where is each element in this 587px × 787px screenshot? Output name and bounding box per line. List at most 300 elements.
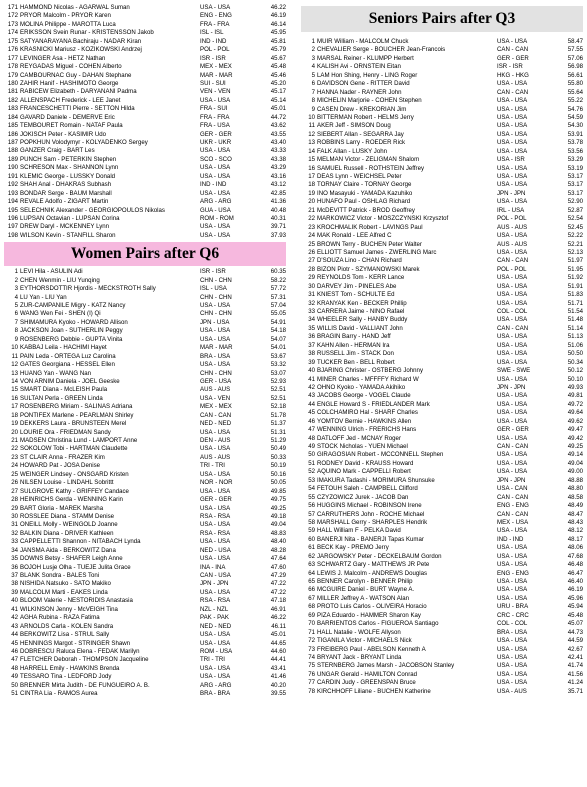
- result-row: [297, 55, 587, 63]
- score: 46.11: [271, 622, 286, 630]
- result-row: [0, 173, 290, 181]
- countries: USA - USA: [200, 189, 231, 197]
- pair-names: ROSSLEE Diana - STAMM Denise: [20, 512, 115, 520]
- countries: URU - BRA: [497, 603, 529, 611]
- pair-names: REVALE Adolfo - ZIGART Martin: [20, 198, 109, 206]
- score: 57.31: [270, 293, 286, 301]
- pair-names: BART Gloria - MAREK Marsha: [20, 504, 104, 512]
- result-row: [0, 656, 290, 664]
- result-row: [297, 477, 587, 485]
- score: 41.46: [270, 673, 286, 681]
- countries: JPN - USA: [200, 318, 230, 326]
- countries: USA - CAN: [497, 485, 528, 493]
- result-row: [297, 443, 587, 451]
- pair-names: TUCKER Ben - BELL Robert: [317, 358, 395, 366]
- result-row: [297, 232, 587, 240]
- countries: USA - ISR: [497, 156, 525, 164]
- pair-names: VON ARNIM Daniela - JOEL Geeske: [20, 377, 120, 385]
- pair-names: FETOUH Saleh - CAMPBELL Clifford: [317, 485, 418, 493]
- pair-names: SHIMAMURA Kyoko - HOWARD Allison: [20, 318, 128, 326]
- countries: BRA - BRA: [200, 690, 231, 698]
- rank: 26: [11, 479, 18, 487]
- pair-names: KROCHMALIK Robert - LAVINGS Paul: [317, 223, 423, 231]
- score: 39.71: [270, 223, 286, 231]
- rank: 31: [11, 521, 18, 529]
- score: 50.12: [567, 367, 583, 375]
- result-row: [0, 63, 290, 71]
- pair-names: BJARING Christer - OSTBERG Johnny: [317, 367, 423, 375]
- result-row: [297, 603, 587, 611]
- pair-names: DARVEY Jim - PINELES Abe: [317, 282, 397, 290]
- result-row: [0, 310, 290, 318]
- rank: 78: [308, 687, 315, 695]
- result-row: [297, 224, 587, 232]
- score: 52.90: [567, 198, 583, 206]
- pair-names: GAVARD Daniele - DEMERVE Eric: [20, 113, 115, 121]
- pair-names: PRYOR Malcolm - PRYOR Karen: [20, 12, 111, 20]
- score: 45.94: [567, 603, 583, 611]
- result-row: [297, 333, 587, 341]
- countries: PAK - PAK: [200, 614, 229, 622]
- rank: 37: [308, 341, 315, 349]
- result-row: [297, 148, 587, 156]
- result-row: [297, 654, 587, 662]
- score: 52.13: [567, 248, 583, 256]
- score: 55.22: [567, 97, 583, 105]
- rank: 22: [308, 215, 315, 223]
- countries: FRA - FRA: [200, 113, 230, 121]
- rank: 17: [11, 403, 18, 411]
- pair-names: KABBAJ Leila - HACHIMI Hayet: [20, 344, 107, 352]
- rank: 14: [11, 377, 18, 385]
- countries: USA - USA: [497, 653, 528, 661]
- score: 45.14: [270, 96, 286, 104]
- score: 40.20: [270, 681, 286, 689]
- score: 52.18: [270, 403, 286, 411]
- pair-names: BANERJI Nita - BANERJI Tapas Kumar: [317, 535, 424, 543]
- rank: 50: [308, 451, 315, 459]
- rank: 7: [14, 318, 18, 326]
- score: 48.83: [270, 529, 286, 537]
- countries: UKR - UKR: [200, 139, 232, 146]
- pair-names: BARRIENTOS Carlos - FIGUEROA Santiago: [317, 620, 439, 628]
- countries: ISR - ISR: [200, 268, 226, 276]
- result-row: [0, 665, 290, 673]
- pair-names: CARRERA Jaime - NINO Rafael: [317, 308, 405, 315]
- score: 49.72: [567, 400, 583, 408]
- countries: USA - USA: [200, 664, 231, 672]
- score: 42.41: [567, 653, 583, 661]
- pair-names: KLEMIC George - LUSSKY Donald: [20, 172, 116, 180]
- countries: CRC - CRC: [497, 611, 529, 619]
- score: 37.93: [270, 231, 286, 239]
- rank: 43: [11, 622, 18, 630]
- rank: 9: [14, 335, 18, 343]
- countries: GER - GER: [497, 426, 529, 434]
- countries: ISL - USA: [200, 285, 227, 293]
- countries: CHN - CHN: [200, 369, 232, 377]
- rank: 48: [308, 434, 315, 442]
- rank: 22: [11, 445, 18, 453]
- rank: 44: [11, 631, 18, 639]
- rank: 1: [14, 268, 18, 276]
- result-row: [0, 164, 290, 172]
- rank: 183: [7, 105, 18, 113]
- score: 51.37: [270, 420, 286, 428]
- result-row: [297, 291, 587, 299]
- countries: FRA - SUI: [200, 105, 228, 113]
- countries: ENG - ENG: [497, 502, 529, 510]
- countries: POL - POL: [200, 46, 230, 54]
- pair-names: HARRELL Emily - HAWKINS Brenda: [20, 664, 120, 672]
- result-row: [297, 376, 587, 384]
- rank: 19: [308, 189, 315, 197]
- rank: 15: [308, 156, 315, 164]
- pair-names: SATYANARAYANA Bachiraju - NADAR Kiran: [20, 37, 142, 45]
- result-row: [0, 640, 290, 648]
- result-row: [0, 215, 290, 223]
- score: 42.67: [567, 645, 583, 653]
- rank: 25: [308, 240, 315, 248]
- countries: GER - USA: [200, 377, 232, 385]
- score: 52.54: [567, 215, 583, 223]
- rank: 11: [11, 352, 18, 360]
- result-row: [297, 561, 587, 569]
- pair-names: ROBBINS Larry - ROEDER Rick: [317, 139, 406, 147]
- countries: NED - USA: [200, 546, 231, 554]
- rank: 7: [311, 88, 315, 96]
- rank: 189: [7, 155, 18, 163]
- score: 46.19: [567, 586, 583, 594]
- countries: USA - USA: [200, 147, 231, 155]
- result-row: [297, 511, 587, 519]
- score: 51.92: [567, 274, 583, 282]
- pair-names: PAIN Leda - ORTEGA Luz Carolina: [20, 352, 116, 360]
- rank: 4: [311, 63, 315, 71]
- pair-names: RODNEY David - KRAUSS Howard: [317, 459, 414, 467]
- countries: VEN - VEN: [200, 88, 231, 96]
- rank: 2: [14, 276, 18, 284]
- result-row: [0, 530, 290, 538]
- rank: 179: [7, 71, 18, 79]
- rank: 21: [11, 437, 18, 444]
- countries: USA - USA: [497, 375, 528, 383]
- countries: CAN - CAN: [497, 510, 529, 518]
- countries: USA - USA: [200, 538, 231, 546]
- rank: 45: [11, 639, 18, 647]
- pair-names: MAK Ronald - LEE Alfred C: [317, 232, 392, 240]
- rank: 38: [308, 350, 315, 358]
- pair-names: BLANK Sondra - BALES Toni: [20, 572, 100, 579]
- countries: USA - USA: [497, 561, 528, 569]
- rank: 36: [11, 563, 18, 571]
- score: 60.35: [270, 268, 286, 276]
- women-pairs-heading: Women Pairs after Q6: [4, 242, 286, 266]
- countries: POL - POL: [497, 215, 527, 223]
- score: 51.14: [567, 324, 583, 332]
- pair-names: SOKOLOW Tobi - HARTMAN Claudette: [20, 445, 128, 453]
- score: 53.17: [567, 189, 583, 197]
- result-row: [297, 359, 587, 367]
- countries: USA - USA: [200, 588, 231, 596]
- rank: 180: [7, 79, 18, 87]
- score: 48.28: [270, 546, 286, 554]
- result-row: [0, 564, 290, 572]
- result-row: [297, 451, 587, 459]
- countries: SCO - SCO: [200, 155, 232, 163]
- pair-names: LU Yan - LIU Yan: [20, 293, 67, 301]
- rank: 17: [308, 173, 315, 180]
- rank: 60: [308, 535, 315, 543]
- rank: 35: [11, 555, 18, 563]
- countries: USA - USA: [497, 350, 528, 358]
- result-row: [0, 181, 290, 189]
- pair-names: MICHELIN Marjorie - COHEN Stephen: [317, 97, 422, 105]
- countries: USA - USA: [497, 248, 528, 256]
- pair-names: AGHA Rubina - RAZA Fatima: [20, 614, 100, 622]
- score: 51.54: [567, 308, 583, 315]
- pair-names: MARSHALL Gerry - SHARPLES Hendrik: [317, 518, 428, 526]
- countries: USA - USA: [200, 96, 231, 104]
- rank: 30: [308, 282, 315, 290]
- result-row: [0, 429, 290, 437]
- rank: 18: [308, 181, 315, 189]
- countries: USA - USA: [497, 147, 528, 155]
- result-row: [0, 505, 290, 513]
- countries: USA - USA: [200, 487, 231, 495]
- rank: 23: [11, 453, 18, 461]
- score: 43.29: [270, 164, 286, 172]
- rank: 8: [14, 327, 18, 335]
- score: 54.18: [270, 327, 286, 335]
- countries: MEX - MEX: [200, 63, 232, 71]
- countries: USA - USA: [497, 97, 528, 105]
- rank: 26: [308, 248, 315, 256]
- result-row: [297, 325, 587, 333]
- pair-names: SHAH Anal - DHAKRAS Subhash: [20, 181, 112, 189]
- score: 45.01: [270, 105, 286, 113]
- score: 50.10: [567, 375, 583, 383]
- result-row: [297, 519, 587, 527]
- score: 57.04: [270, 302, 286, 309]
- pair-names: CINTRA Lia - RAMOS Aurea: [20, 690, 98, 698]
- pair-names: DATLOFF Jed - MCNAY Roger: [317, 434, 401, 442]
- score: 49.04: [270, 521, 286, 529]
- rank: 42: [308, 383, 315, 391]
- countries: USA - USA: [497, 333, 528, 341]
- pair-names: BRYANT Jack - BRYANT Linda: [317, 653, 402, 661]
- pair-names: PONTIFEX Marlene - PEARLMAN Shirley: [20, 411, 134, 419]
- score: 39.55: [270, 690, 286, 698]
- countries: USA - USA: [497, 679, 528, 687]
- countries: BRA - USA: [497, 628, 528, 636]
- countries: USA - USA: [497, 316, 528, 324]
- score: 57.06: [567, 54, 583, 62]
- score: 50.50: [567, 350, 583, 358]
- pair-names: SULTAN Perla - GREEN Linda: [20, 394, 103, 402]
- rank: 40: [308, 367, 315, 375]
- score: 55.05: [270, 310, 286, 318]
- score: 49.75: [270, 496, 286, 504]
- rank: 29: [308, 274, 315, 282]
- score: 47.68: [567, 552, 583, 560]
- score: 46.48: [567, 561, 583, 569]
- countries: CHN - CHN: [200, 293, 232, 301]
- pair-names: AQUINO Mark - CAPPELLI Robert: [317, 468, 411, 476]
- countries: AUS - AUS: [200, 386, 231, 394]
- pair-names: LAM Hon Shing, Henry - LING Roger: [317, 71, 418, 79]
- countries: ROM - ROM: [200, 214, 234, 222]
- score: 43.40: [270, 139, 286, 146]
- result-row: [297, 435, 587, 443]
- rank: 42: [11, 614, 18, 622]
- pair-names: CHEVALIER Serge - BOUCHER Jean-Francois: [317, 46, 446, 54]
- pair-names: PUNCH Sam - PETERKIN Stephen: [20, 155, 117, 163]
- countries: USA - USA: [200, 335, 231, 343]
- result-row: [0, 454, 290, 462]
- rank: 47: [308, 426, 315, 434]
- pair-names: ALLENSPACH Frederick - LEE Janet: [20, 96, 121, 104]
- score: 50.33: [270, 453, 286, 461]
- countries: GER - GER: [200, 130, 232, 138]
- rank: 186: [7, 130, 18, 138]
- score: 54.01: [270, 344, 286, 352]
- score: 50.34: [567, 358, 583, 366]
- score: 46.47: [567, 569, 583, 577]
- pair-names: BRAGIN Barry - HAND Jeff: [317, 333, 391, 341]
- rank: 43: [308, 392, 315, 400]
- score: 45.01: [270, 631, 286, 639]
- score: 51.83: [567, 291, 583, 299]
- pair-names: CZYZOWICZ Jurek - JACOB Dan: [317, 493, 409, 501]
- result-row: [0, 327, 290, 335]
- result-row: [0, 597, 290, 605]
- score: 46.91: [270, 605, 286, 613]
- countries: JPN - JPN: [497, 476, 526, 484]
- rank: 3: [311, 54, 315, 62]
- rank: 23: [308, 223, 315, 231]
- countries: USA - USA: [497, 459, 528, 467]
- rank: 38: [11, 580, 18, 588]
- score: 50.16: [270, 470, 286, 478]
- countries: NED - NED: [200, 622, 232, 630]
- pair-names: WILLIS David - VALLIANT John: [317, 324, 403, 332]
- countries: USA - USA: [200, 504, 231, 512]
- result-row: [0, 631, 290, 639]
- result-row: [0, 21, 290, 29]
- countries: RSA - RSA: [200, 529, 231, 537]
- result-row: [297, 367, 587, 375]
- right-column: [297, 0, 587, 696]
- countries: AUS - AUS: [497, 223, 528, 231]
- result-row: [0, 353, 290, 361]
- pair-names: MARSAL Reiner - KLUMPP Herbert: [317, 54, 414, 62]
- countries: USA - USA: [200, 361, 231, 369]
- countries: JPN - JPN: [200, 580, 229, 588]
- result-row: [297, 46, 587, 54]
- result-row: [0, 319, 290, 327]
- result-row: [0, 361, 290, 369]
- rank: 24: [11, 462, 18, 470]
- score: 46.19: [270, 12, 286, 20]
- countries: USA - USA: [497, 544, 528, 552]
- pair-names: JACKSON Joan - SUTHERLIN Peggy: [20, 327, 123, 335]
- result-row: [0, 46, 290, 54]
- score: 49.00: [567, 468, 583, 476]
- result-row: [0, 29, 290, 37]
- countries: USA - USA: [497, 552, 528, 560]
- score: 43.33: [270, 147, 286, 155]
- score: 51.97: [567, 257, 583, 265]
- result-row: [297, 38, 587, 46]
- rank: 50: [11, 681, 18, 689]
- rank: 171: [7, 4, 18, 11]
- rank: 15: [11, 386, 18, 394]
- countries: INA - INA: [200, 563, 226, 571]
- countries: MEX - MEX: [200, 403, 232, 411]
- pair-names: HOWARD Pat - JOSA Denise: [20, 462, 101, 470]
- score: 57.72: [270, 285, 286, 293]
- score: 49.47: [567, 426, 583, 434]
- pair-names: D'SOUZA Lino - CHAN Richard: [317, 257, 402, 265]
- result-row: [297, 679, 587, 687]
- score: 55.64: [567, 88, 583, 96]
- score: 48.12: [567, 527, 583, 535]
- score: 48.88: [567, 476, 583, 484]
- score: 48.47: [567, 510, 583, 518]
- score: 43.41: [270, 664, 286, 672]
- pair-names: LEVINGER Asa - HETZ Nathan: [20, 54, 106, 62]
- result-row: [297, 257, 587, 265]
- pair-names: LEWIS J. Malcolm - ANDREWS Douglas: [317, 569, 428, 577]
- result-row: [297, 384, 587, 392]
- pair-names: WEINGER Lindsey - ONSGARD Kristen: [20, 470, 129, 478]
- pair-names: BRENNER Mirta Judith - DE FUNGUEIRO A. B.: [20, 681, 150, 689]
- pair-names: ENGLE Howard S - FRIEDLANDER Mark: [317, 400, 430, 408]
- pair-names: TESSARO Tina - LEDFORD Jody: [20, 673, 112, 681]
- result-row: [0, 114, 290, 122]
- result-row: [0, 395, 290, 403]
- result-row: [297, 536, 587, 544]
- score: 51.48: [567, 316, 583, 324]
- rank: 184: [7, 113, 18, 121]
- countries: MAR - MAR: [200, 71, 233, 79]
- score: 42.85: [270, 189, 286, 197]
- result-row: [297, 401, 587, 409]
- countries: ENG - ENG: [200, 12, 232, 20]
- score: 58.22: [270, 276, 286, 284]
- rank: 5: [14, 302, 18, 309]
- countries: USA - USA: [497, 341, 528, 349]
- result-row: [0, 403, 290, 411]
- score: 45.79: [270, 46, 286, 54]
- rank: 58: [308, 518, 315, 526]
- score: 51.71: [567, 299, 583, 307]
- countries: USA - USA: [200, 223, 231, 231]
- countries: DEN - AUS: [200, 437, 231, 444]
- pair-names: MINER Charles - MFFFFY Richard W: [317, 375, 419, 383]
- countries: USA - USA: [497, 409, 528, 417]
- rank: 67: [308, 594, 315, 602]
- score: 51.78: [270, 411, 286, 419]
- pair-names: KNIEST Tom - SCHULTE Ed: [317, 291, 395, 299]
- rank: 192: [7, 181, 18, 189]
- result-row: [0, 479, 290, 487]
- pair-names: SELECHNIK Alexander - GEORGIOPOULOS Nikolas: [20, 206, 165, 214]
- rank: 197: [7, 223, 18, 231]
- pair-names: INO Masayuki - YAMADA Kazuhiko: [317, 189, 413, 197]
- countries: USA - VEN: [200, 394, 231, 402]
